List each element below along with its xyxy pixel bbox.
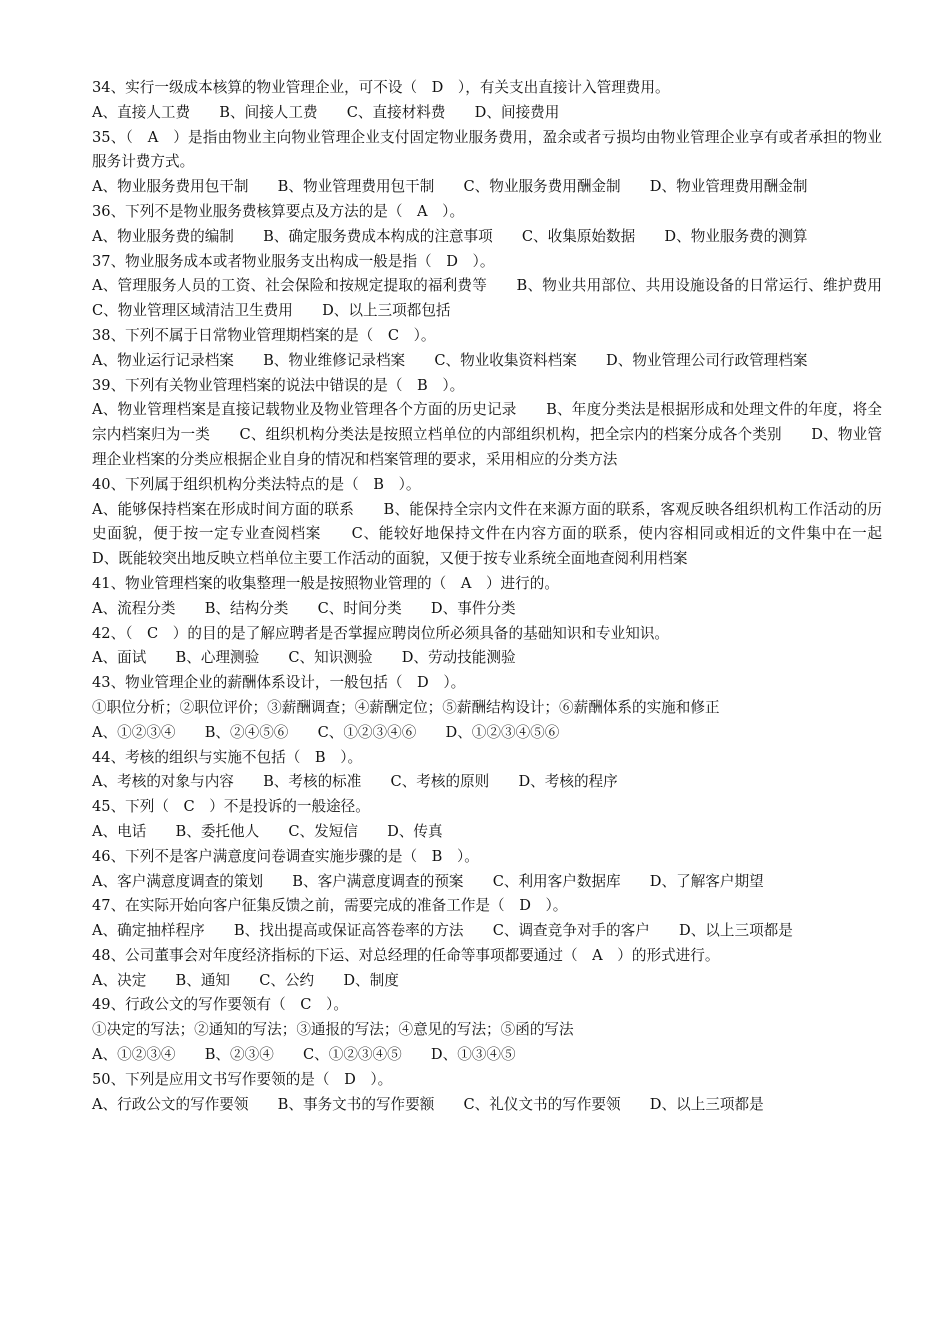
question-text: 41、物业管理档案的收集整理一般是按照物业管理的（ A ）进行的。 — [92, 574, 559, 592]
question-text: 40、下列属于组织机构分类法特点的是（ B ）。 — [92, 475, 421, 493]
answer-options: A、客户满意度调查的策划 B、客户满意度调查的预案 C、利用客户数据库 D、了解客户期望 — [92, 872, 764, 890]
answer-options: ①决定的写法；②通知的写法；③通报的写法；④意见的写法；⑤函的写法 — [92, 1021, 574, 1039]
answer-options: A、流程分类 B、结构分类 C、时间分类 D、事件分类 — [92, 599, 516, 617]
question-text: 34、实行一级成本核算的物业管理企业，可不设（ D ），有关支出直接计入管理费用。 — [92, 79, 670, 96]
answer-options: A、①②③④ B、②④⑤⑥ C、①②③④⑥ D、①②③④⑤⑥ — [92, 723, 560, 741]
answer-options: A、决定 B、通知 C、公约 D、制度 — [92, 971, 399, 989]
question-text: 49、行政公文的写作要领有（ C ）。 — [92, 996, 348, 1014]
answer-options: A、管理服务人员的工资、社会保险和按规定提取的福利费等 B、物业共用部位、共用设施设备的日常运行、维护费用 C、物业管理区域清洁卫生费用 D、以上三项都包括 — [92, 277, 912, 320]
question-text: 38、下列不属于日常物业管理期档案的是（ C ）。 — [92, 326, 436, 344]
answer-options: A、电话 B、委托他人 C、发短信 D、传真 — [92, 822, 443, 840]
answer-options: A、考核的对象与内容 B、考核的标准 C、考核的原则 D、考核的程序 — [92, 773, 618, 791]
answer-options: A、物业服务费的编制 B、确定服务费成本构成的注意事项 C、收集原始数据 D、物业服务费的测算 — [92, 227, 808, 245]
document-page — [92, 76, 912, 1117]
answer-options: A、确定抽样程序 B、找出提高或保证高答卷率的方法 C、调查竞争对手的客户 D、以上三项都是 — [92, 922, 793, 940]
question-text: 42、（ C ）的目的是了解应聘者是否掌握应聘岗位所必须具备的基础知识和专业知识。 — [92, 624, 670, 642]
answer-options: A、物业服务费用包干制 B、物业管理费用包干制 C、物业服务费用酬金制 D、物业管理费用酬金制 — [92, 178, 808, 196]
answer-options: ①职位分析；②职位评价；③薪酬调查；④薪酬定位；⑤薪酬结构设计；⑥薪酬体系的实施和修正 — [92, 698, 720, 716]
question-text: 48、公司董事会对年度经济指标的下运、对总经理的任命等事项都要通过（ A ）的形式进行。 — [92, 946, 720, 964]
question-text: 37、物业服务成本或者物业服务支出构成一般是指（ D ）。 — [92, 252, 495, 270]
answer-options: A、①②③④ B、②③④ C、①②③④⑤ D、①③④⑤ — [92, 1046, 516, 1064]
question-text: 43、物业管理企业的薪酬体系设计，一般包括（ D ）。 — [92, 674, 466, 692]
question-text: 44、考核的组织与实施不包括（ B ）。 — [92, 748, 363, 766]
answer-options: A、直接人工费 B、间接人工费 C、直接材料费 D、间接费用 — [92, 103, 560, 121]
answer-options: A、行政公文的写作要领 B、事务文书的写作要额 C、礼仪文书的写作要领 D、以上三项都是 — [92, 1095, 764, 1113]
question-text: 35、（ A ）是指由物业主向物业管理企业支付固定物业服务费用，盈余或者亏损均由物业管理企业享有或者承担的物业服务计费方式。 — [92, 128, 882, 171]
answer-options: A、能够保持档案在形成时间方面的联系 B、能保持全宗内文件在来源方面的联系，客观反映各组织机构工作活动的历史面貌，便于按一定专业查阅档案 C、能较好地保持文件在内容方面的联系，使内容相同或相近的文件集中在一起 D、既能较突出地反映立档单位主要工作活动的面貌，又便于按专业系统全面地查阅利用档案 — [92, 500, 912, 568]
question-text: 50、下列是应用文书写作要领的是（ D ）。 — [92, 1070, 393, 1088]
question-text: 46、下列不是客户满意度问卷调查实施步骤的是（ B ）。 — [92, 847, 479, 865]
question-text: 45、下列（ C ）不是投诉的一般途径。 — [92, 798, 370, 816]
question-text: 36、下列不是物业服务费核算要点及方法的是（ A ）。 — [92, 202, 465, 220]
answer-options: A、物业运行记录档案 B、物业维修记录档案 C、物业收集资料档案 D、物业管理公司行政管理档案 — [92, 351, 808, 369]
answer-options: A、面试 B、心理测验 C、知识测验 D、劳动技能测验 — [92, 649, 516, 667]
question-text: 47、在实际开始向客户征集反馈之前，需要完成的准备工作是（ D ）。 — [92, 897, 568, 915]
question-text: 39、下列有关物业管理档案的说法中错误的是（ B ）。 — [92, 376, 465, 394]
answer-options: A、物业管理档案是直接记载物业及物业管理各个方面的历史记录 B、年度分类法是根据形成和处理文件的年度，将全宗内档案归为一类 C、组织机构分类法是按照立档单位的内部组织机构，把全宗内的档案分成各个类别 D、物业管理企业档案的分类应根据企业自身的情况和档案管理的要求，采用相应的分类方法 — [92, 401, 882, 468]
